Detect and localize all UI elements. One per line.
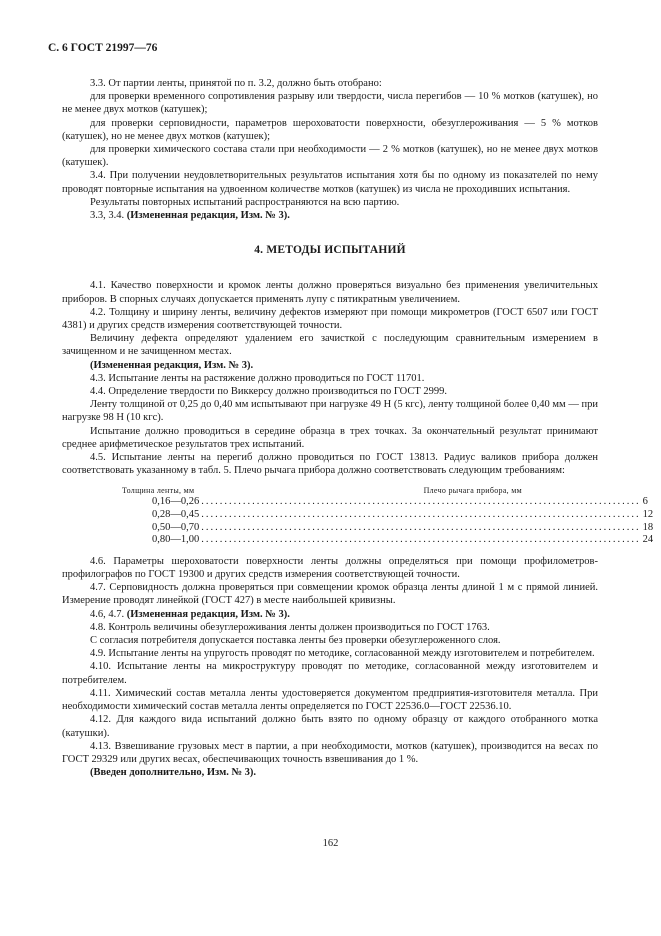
paragraph: Величину дефекта определяют удалением его зачисткой с последующим сравнительным измерением в зачищенном и не зачищенном местах. — [62, 333, 598, 358]
note-prefix: 4.6, 4.7. — [90, 608, 127, 620]
paragraph: 4.5. Испытание ленты на перегиб должно проводиться по ГОСТ 13813. Радиус валиков прибора должен соответствовать указанному в табл. 5. Плечо рычага прибора должно соответствовать следующим требованиям: — [62, 452, 598, 477]
page-header: С. 6 ГОСТ 21997—76 — [48, 42, 158, 54]
paragraph: 4.4. Определение твердости по Виккерсу должно производиться по ГОСТ 2999. — [90, 386, 448, 398]
table-cell-value: 18 — [642, 521, 654, 533]
paragraph: 4.10. Испытание ленты на микроструктуру проводят по методике, согласованной между изготовителем и потребителем. — [62, 661, 598, 686]
document-body — [62, 77, 654, 779]
paragraph: 4.11. Химический состав металла ленты удостоверяется документом предприятия-изготовителя металла. При необходимости химический состав металла ленты определяется по ГОСТ 22536.0—ГОСТ 22536.10. — [62, 687, 598, 713]
dot-leader: ............................................................................................... — [201, 534, 641, 546]
paragraph: 4.1. Качество поверхности и кромок ленты должно проверяться визуально без применения увеличительных приборов. В спорных случаях допускается применять лупу с пятикратным увеличением. — [62, 280, 598, 305]
table-cell-range: 0,28—0,45 — [152, 509, 200, 521]
paragraph: 4.12. Для каждого вида испытаний должно быть взято по одному образцу от каждого отобранного мотка (катушки). — [62, 714, 598, 739]
lever-arm-table — [122, 485, 654, 546]
table-cell-range: 0,50—0,70 — [152, 521, 200, 533]
paragraph: Результаты повторных испытаний распространяются на всю партию. — [90, 196, 400, 208]
table-cell-value: 24 — [642, 534, 654, 546]
paragraph: Испытание должно проводиться в середине образца в трех точках. За окончательный результат принимают среднее арифметическое результатов трех испытаний. — [62, 425, 598, 450]
table-cell-range: 0,16—0,26 — [152, 496, 200, 508]
table-cell-value: 12 — [642, 509, 654, 521]
paragraph: С согласия потребителя допускается поставка ленты без проверки обезуглероженного слоя. — [90, 635, 501, 647]
paragraph: Ленту толщиной от 0,25 до 0,40 мм испытывают при нагрузке 49 Н (5 кгс), ленту толщиной более 0,40 мм — при нагрузке 98 Н (10 кгс). — [62, 399, 598, 424]
dot-leader: ............................................................................................... — [201, 496, 641, 508]
note-bold: (Измененная редакция, Изм. № 3). — [126, 608, 290, 620]
amendment-note: (Введен дополнительно, Изм. № 3). — [90, 767, 257, 779]
paragraph: 3.4. При получении неудовлетворительных результатов испытания хотя бы по одному из показателей по нему проводят повторные испытания на удвоенном количестве мотков (катушек) из числа не проходивших испытания. — [62, 170, 598, 195]
paragraph: 3.3. От партии ленты, принятой по п. 3.2, должно быть отобрано: — [90, 78, 382, 89]
note-bold: (Измененная редакция, Изм. № 3). — [126, 210, 290, 222]
table-header-lever-arm: Плечо рычага прибора, мм — [423, 486, 522, 496]
paragraph: 4.3. Испытание ленты на растяжение должно проводиться по ГОСТ 11701. — [90, 372, 425, 384]
table-row — [152, 496, 648, 509]
table-cell-range: 0,80—1,00 — [152, 534, 200, 546]
note-prefix: 3.3, 3.4. — [90, 210, 127, 222]
table-row — [152, 521, 654, 535]
table-row — [152, 509, 654, 522]
paragraph: 4.9. Испытание ленты на упругость проводят по методике, согласованной между изготовителем и потребителем. — [90, 648, 595, 660]
table-header — [122, 485, 522, 496]
amendment-note — [62, 608, 598, 621]
paragraph: 4.8. Контроль величины обезуглероживания ленты должен производиться по ГОСТ 1763. — [90, 621, 490, 633]
paragraph: 4.7. Серповидность должна проверяться при совмещении кромок образца ленты длиной 1 м с прямой линией. Измерение проводят линейкой (ГОСТ 427) в месте наибольшей кривизны. — [62, 582, 598, 607]
amendment-note: (Измененная редакция, Изм. № 3). — [90, 359, 254, 371]
table-cell-value: 6 — [642, 496, 648, 508]
paragraph: для проверки химического состава стали при необходимости — 2 % мотков (катушек), но не менее двух мотков (катушек). — [62, 144, 598, 169]
paragraph: 4.6. Параметры шероховатости поверхности ленты должны определяться при помощи профилометров-профилографов по ГОСТ 19300 и других средств измерения соответствующей точности. — [62, 555, 598, 581]
section-title: 4. МЕТОДЫ ИСПЫТАНИЙ — [254, 244, 406, 257]
table-row — [152, 534, 654, 547]
paragraph: 4.13. Взвешивание грузовых мест в партии, а при необходимости, мотков (катушек), производится на весах по ГОСТ 29329 или других весах, обеспечивающих точность взвешивания до 1 %. — [62, 740, 598, 765]
amendment-note — [62, 209, 598, 222]
dot-leader: ............................................................................................... — [201, 521, 641, 533]
paragraph: 4.2. Толщину и ширину ленты, величину дефектов измеряют при помощи микрометров (ГОСТ 6507 или ГОСТ 4381) и других средств измерения соответствующей точности. — [62, 306, 598, 332]
dot-leader: ............................................................................................... — [201, 509, 641, 521]
paragraph: для проверки временного сопротивления разрыву или твердости, числа перегибов — 10 % мотков (катушек), но не менее двух мотков (катушек); — [62, 91, 598, 116]
paragraph: для проверки серповидности, параметров шероховатости поверхности, обезуглероживания — 5 % мотков (катушек), но не менее двух мотков (катушек); — [62, 117, 598, 142]
table-header-thickness: Толщина ленты, мм — [122, 486, 195, 496]
page-number: 162 — [322, 838, 339, 849]
